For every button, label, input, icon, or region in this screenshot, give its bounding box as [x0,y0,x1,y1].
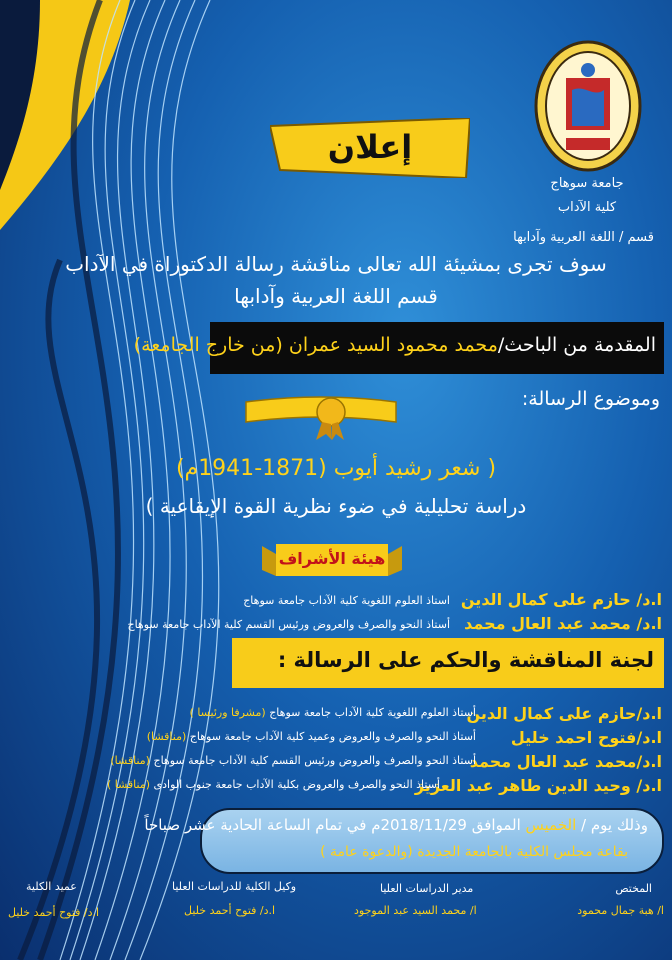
committee-bar [232,638,664,688]
signature-title-dean: عميد الكلية [26,880,77,893]
signature-name-vice-dean: ا.د/ فتوح أحمد خليل [184,904,276,917]
supervisor-name-1: ا.د/ حازم على كمال الدين [460,590,662,609]
department-name: قسم / اللغة العربية وآدابها [513,230,654,245]
schedule-line-2: بقاعة مجلس الكلية بالجامعة الجديدة (والدعوة عامة ) [320,844,628,860]
researcher-prefix: المقدمة من الباحث/ [497,334,656,356]
committee-name-2: ا.د/فتوح احمد خليل [510,728,662,747]
subject-label: وموضوع الرسالة: [521,388,660,410]
signature-title-specialist: المختص [615,882,652,895]
committee-name-1: ا.د/حازم على كمال الدين [466,704,662,723]
signature-name-director: ا/ محمد السيد عبد الموجود [354,904,477,917]
intro-line-1: سوف تجرى بمشيئة الله تعالى مناقشة رسالة الدكتوراة في الآداب [65,252,607,276]
signature-title-director: مدير الدراسات العليا [380,882,474,895]
intro-line-2: قسم اللغة العربية وآدابها [234,284,438,308]
committee-desc-3: أستاذ النحو والصرف والعروض ورئيس القسم كلية الآداب جامعة سوهاج (مناقشا) [110,754,476,767]
schedule-line-1: وذلك يوم / الخميس الموافق 2018/11/29م في تمام الساعة الحادية عشر صباحاً [144,816,648,834]
supervisor-desc-2: أستاذ النحو والصرف والعروض ورئيس القسم كلية الآداب جامعة سوهاج [127,618,450,631]
signature-name-dean: ا.د/ فتوح أحمد خليل [8,906,100,919]
thesis-subtitle: دراسة تحليلية في ضوء نظرية القوة الإيقاعية ) [145,494,527,518]
announcement-plaque [270,118,470,178]
committee-label: لجنة المناقشة والحكم على الرسالة : [277,648,654,672]
committee-desc-1: أستاذ العلوم اللغوية كلية الآداب جامعة سوهاج (مشرفا ورئيسا ) [189,706,476,719]
researcher-name: محمد محمود السيد عمران [288,334,498,356]
supervisor-name-2: ا.د/ محمد عبد العال محمد [464,614,662,633]
thesis-title: ( شعر رشيد أيوب (1871-1941م) [175,456,497,481]
researcher-note: (من خارج الجامعة) [133,334,283,356]
supervision-banner [262,540,402,582]
supervision-label: هيئة الأشراف [278,549,386,568]
committee-desc-4: أستاذ النحو والصرف والعروض بكلية الآداب جامعة جنوب الوادى (مناقشا ) [106,778,440,791]
announcement-title: إعلان [327,128,413,166]
committee-desc-2: أستاذ النحو والصرف والعروض وعميد كلية الآداب جامعة سوهاج (مناقشا) [146,730,476,743]
researcher-bar [133,322,664,374]
university-seal-logo [532,38,644,174]
committee-name-3: ا.د/محمد عبد العال محمد [469,752,662,771]
signature-title-vice-dean: وكيل الكلية للدراسات العليا [172,880,297,893]
signature-name-specialist: ا/ هبة جمال محمود [577,904,664,917]
schedule-box [144,808,664,874]
university-name: جامعة سوهاج [550,176,624,191]
researcher-line [134,334,656,356]
committee-name-4: ا.د/ وحيد الدين طاهر عبد العزيز [414,776,662,795]
supervisor-desc-1: استاذ العلوم اللغوية كلية الآداب جامعة سوهاج [243,594,450,607]
faculty-name: كلية الآداب [557,200,617,215]
scroll-medal-icon [236,392,406,442]
